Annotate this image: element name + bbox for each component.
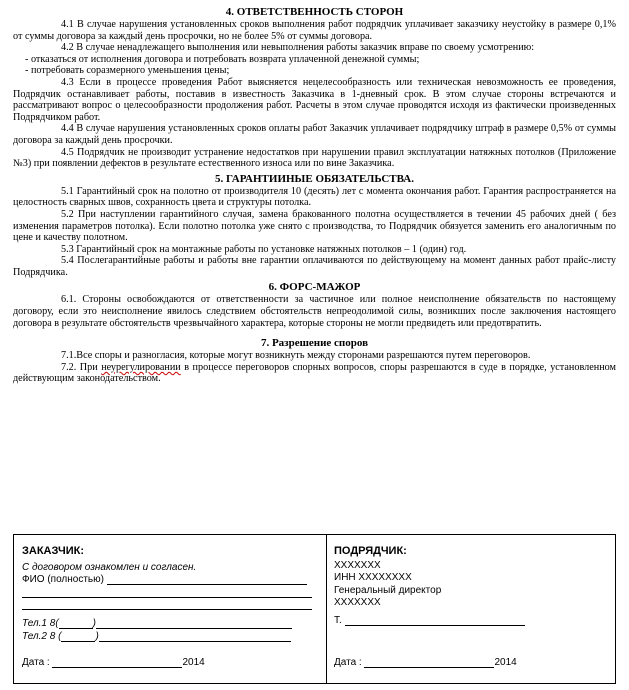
- customer-agree-note: С договором ознакомлен и согласен.: [22, 562, 197, 573]
- customer-fio-field-3[interactable]: [22, 599, 312, 610]
- customer-date-label: Дата :: [22, 657, 50, 668]
- signature-table: [13, 534, 616, 684]
- customer-fio-field-2[interactable]: [22, 587, 312, 598]
- section-5-title: 5. ГАРАНТИИНЫЕ ОБЯЗАТЕЛЬСТВА.: [215, 172, 414, 185]
- clause-5-1: 5.1 Гарантийный срок на полотно от производителя 10 (десять) лет с момента окончания работ. Гарантия распространяется на целостность сварных швов, сохранность цвета и структуры потолка.: [13, 185, 616, 209]
- clause-5-2: 5.2 При наступлении гарантийного случая, замена бракованного полотна осуществляется в течении 45 рабочих дней ( без изменения параметров потолка). Если полотно потолка уже снято с производства, то Подрядчик обязуется заменить его аналогичным по цене и качеству полотном.: [13, 208, 616, 244]
- clause-4-2: 4.2 В случае ненадлежащего выполнения или невыполнения работы заказчик вправе по своему усмотрению:: [61, 42, 535, 54]
- contractor-date-year: 2014: [494, 657, 517, 668]
- customer-fio-row: [22, 574, 307, 585]
- contractor-t-field[interactable]: [345, 615, 525, 626]
- contractor-block: [326, 535, 615, 683]
- clause-7-2-underlined-word: неурегулировании: [101, 361, 181, 373]
- clause-4-1: 4.1 В случае нарушения установленных сроков выполнения работ подрядчик уплачивает заказчику неустойку в размере 0,1% от суммы договора за каждый день просрочки, но не более 5% от суммы договора.: [13, 19, 616, 42]
- customer-block: [14, 535, 327, 683]
- contractor-title: ПОДРЯДЧИК:: [334, 545, 407, 557]
- customer-title: ЗАКАЗЧИК:: [22, 545, 84, 557]
- contractor-t-label: Т.: [334, 615, 342, 626]
- contractor-line-1: XXXXXXX: [334, 560, 381, 571]
- clause-5-3: 5.3 Гарантийный срок на монтажные работы по установке натяжных потолков – 1 (один) год.: [61, 243, 467, 255]
- section-6-title: 6. ФОРС-МАЖОР: [268, 281, 361, 294]
- customer-date-row: [22, 657, 205, 668]
- clause-4-4: 4.4 В случае нарушения установленных сроков оплаты работ Заказчик уплачивает подрядчику штраф в размере 0,5% от суммы договора за каждый день просрочки.: [13, 123, 616, 146]
- contractor-date-label: Дата :: [334, 657, 362, 668]
- contractor-date-field[interactable]: [364, 657, 494, 668]
- customer-tel1-label: Тел.1 8(: [22, 618, 59, 629]
- contract-body: [13, 0, 616, 385]
- clause-5-4: 5.4 Послегарантийные работы и работы вне гарантии оплачиваются по действующему на момент данных работ прайс-листу Подрядчика.: [13, 255, 616, 278]
- contractor-inn: ИНН XXXXXXXX: [334, 572, 412, 583]
- clause-7-2-end: в процессе переговоров спорных вопросов, споры разрешаются в суде в порядке, установленном действующим законодательством.: [13, 361, 616, 385]
- clause-7-2: [13, 362, 616, 385]
- contractor-role: Генеральный директор: [334, 585, 442, 596]
- clause-6-1: 6.1. Стороны освобождаются от ответственности за частичное или полное неисполнение обязательств по настоящему договору, если это неисполнение явилось следствием обстоятельств непреодолимой силы, возникших после заключения настоящего договора в результате обстоятельств чрезвычайного характера, которые стороны не могли предвидеть или предотвратить.: [13, 294, 616, 329]
- clause-7-2-start: 7.2. При: [61, 361, 102, 373]
- customer-fio-row-3: [22, 599, 312, 610]
- customer-date-year: 2014: [182, 657, 205, 668]
- contractor-name: XXXXXXX: [334, 597, 381, 608]
- customer-tel1-paren: ): [92, 618, 96, 629]
- contractor-t-row: [334, 615, 525, 626]
- contractor-date-row: [334, 657, 517, 668]
- customer-date-field[interactable]: [52, 657, 182, 668]
- customer-fio-row-2: [22, 587, 312, 598]
- section-7-title: 7. Разрешение споров: [260, 337, 369, 350]
- customer-tel2-row: [22, 631, 291, 642]
- customer-tel1-number-field[interactable]: [96, 618, 292, 629]
- customer-fio-field[interactable]: [107, 574, 307, 585]
- clause-4-2-item-2: - потребовать соразмерного уменьшения цены;: [25, 65, 230, 77]
- customer-tel1-row: [22, 618, 292, 629]
- clause-4-5: 4.5 Подрядчик не производит устранение недостатков при нарушении правил эксплуатации натяжных потолков (Приложение №3) при появлении дефектов в результате естественного износа или по вине Заказчика.: [13, 146, 616, 170]
- customer-tel1-code-field[interactable]: [59, 618, 93, 629]
- clause-4-3: 4.3 Если в процессе проведения Работ выясняется нецелесообразность или техническая невозможность ее проведения, Подрядчик останавливает работы, поставив в известность Заказчика в 1-дневный срок. В этом случае стороны встречаются и рассматривают вопрос о целесообразности продолжения работ. Расчеты в этом случае проводятся исходя из фактически произведенных Подрядчиком работ.: [13, 76, 616, 123]
- customer-tel2-number-field[interactable]: [99, 631, 291, 642]
- customer-tel2-label: Тел.2 8 (: [22, 631, 62, 642]
- section-4-title: 4. ОТВЕТСТВЕННОСТЬ СТОРОН: [225, 6, 404, 18]
- customer-tel2-code-field[interactable]: [61, 631, 95, 642]
- customer-tel2-paren: ): [95, 631, 99, 642]
- customer-fio-label: ФИО (полностью): [22, 574, 104, 585]
- clause-7-1: 7.1.Все споры и разногласия, которые могут возникнуть между сторонами разрешаются путем переговоров.: [61, 350, 531, 362]
- clause-4-2-item-1: - отказаться от исполнения договора и потребовать возврата уплаченной денежной суммы;: [25, 53, 420, 65]
